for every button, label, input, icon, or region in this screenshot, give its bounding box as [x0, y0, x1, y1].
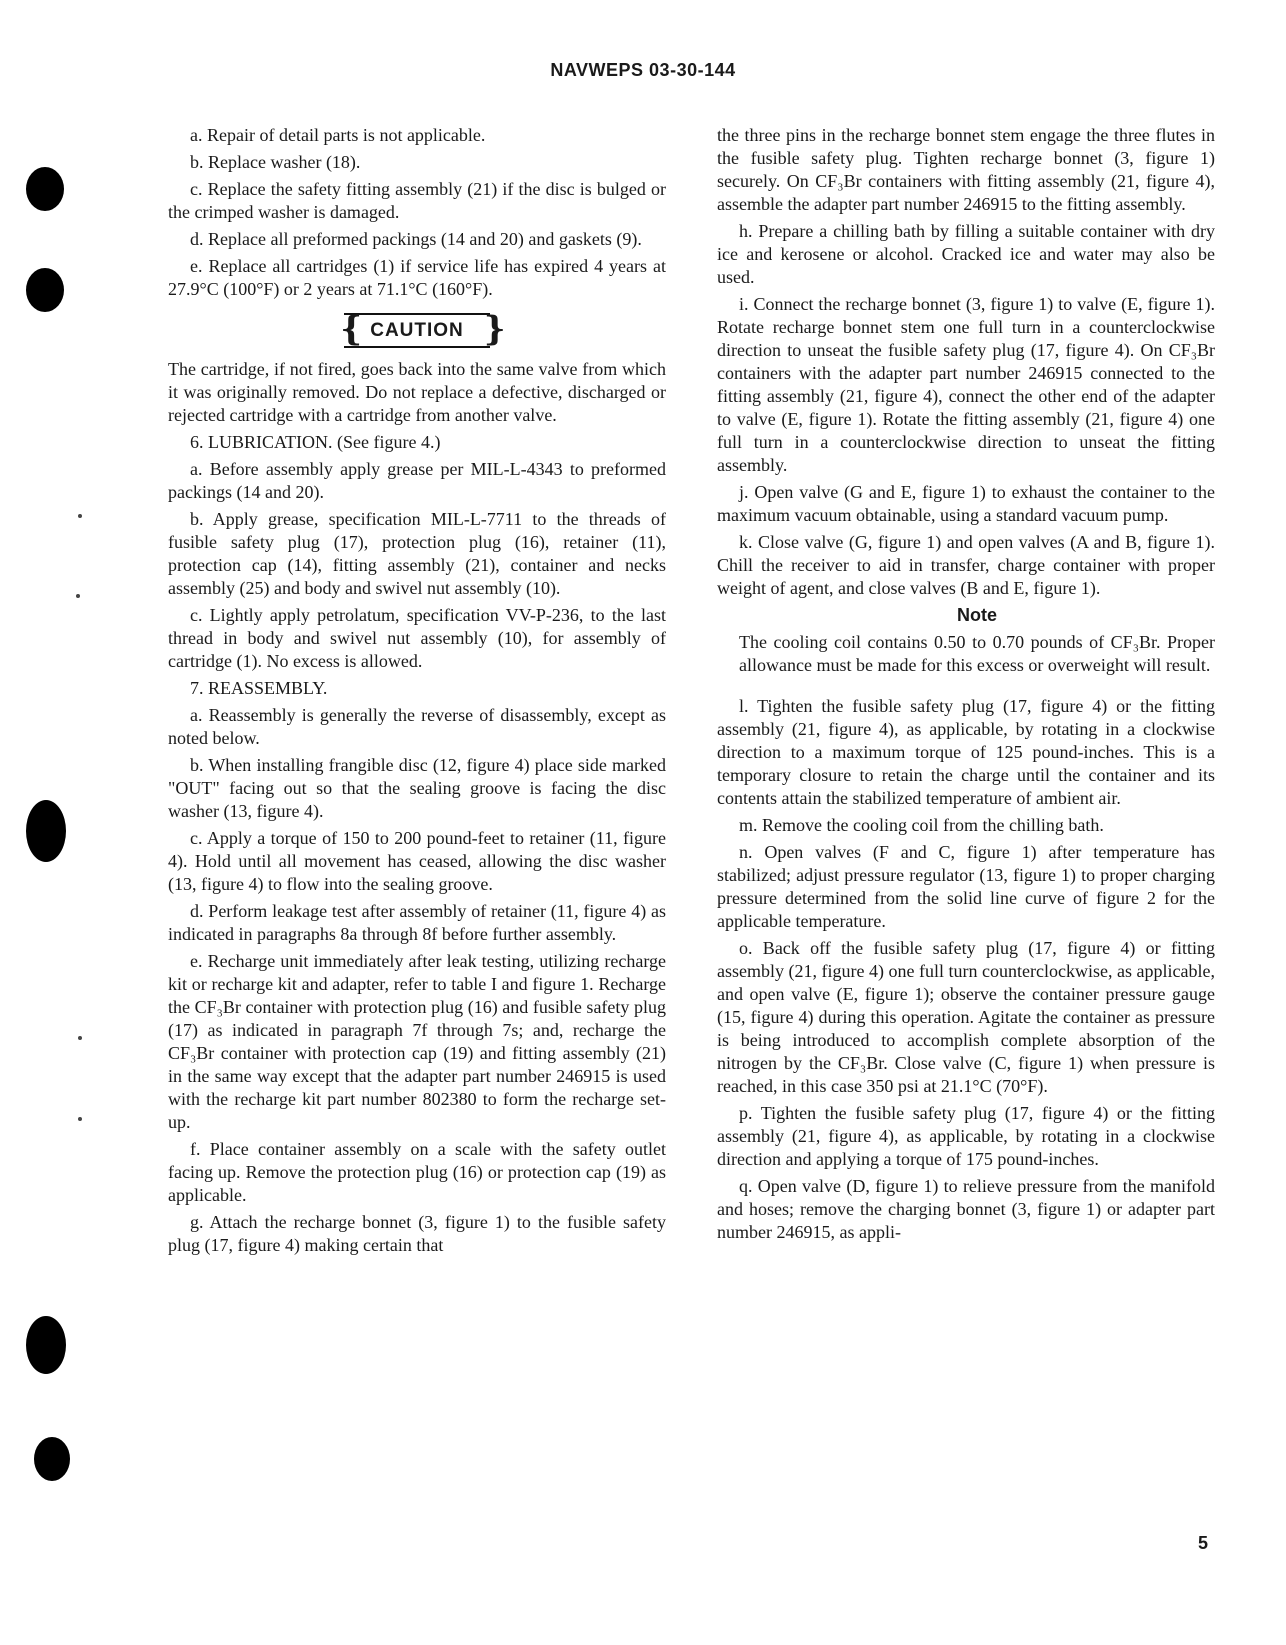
bracket-right-icon: } [483, 309, 507, 349]
paragraph: m. Remove the cooling coil from the chilling bath. [739, 815, 1104, 835]
paragraph: c. Replace the safety fitting assembly (21) if the disc is bulged or the crimped washer is damaged. [168, 179, 666, 222]
binder-hole [26, 800, 66, 862]
caution-text: The cartridge, if not fired, goes back into the same valve from which it was originally removed. Do not replace a defective, discharged or rejected cartridge with a cartridge from another valve. [168, 359, 666, 425]
paragraph: j. Open valve (G and E, figure 1) to exhaust the container to the maximum vacuum obtainable, using a standard vacuum pump. [717, 482, 1215, 525]
paragraph: b. When installing frangible disc (12, figure 4) place side marked "OUT" facing out so that the sealing groove is facing the disc washer (13, figure 4). [168, 755, 666, 821]
paragraph: b. Replace washer (18). [190, 152, 361, 172]
section-heading-reassembly: 7. REASSEMBLY. [190, 678, 328, 698]
paragraph: q. Open valve (D, figure 1) to relieve pressure from the manifold and hoses; remove the charging bonnet (3, figure 1) or adapter part number 246915, as appli- [717, 1176, 1215, 1242]
paragraph: n. Open valves (F and C, figure 1) after temperature has stabilized; adjust pressure regulator (13, figure 1) to proper charging pressure determined from the solid line curve of figure 2 for the applicable temperature. [717, 842, 1215, 931]
binder-hole [26, 268, 64, 312]
paragraph: c. Lightly apply petrolatum, specification VV-P-236, to the last thread in body and swivel nut assembly (10), for assembly of cartridge (1). No excess is allowed. [168, 605, 666, 671]
paragraph: e. Replace all cartridges (1) if service life has expired 4 years at 27.9°C (100°F) or 2 years at 71.1°C (160°F). [168, 256, 666, 299]
caution-label: CAUTION [370, 320, 464, 341]
bracket-left-icon: { [340, 309, 364, 349]
binder-hole [26, 167, 64, 211]
section-heading-lubrication: 6. LUBRICATION. (See figure 4.) [190, 432, 441, 452]
binder-hole [34, 1437, 70, 1481]
paragraph: e. Recharge unit immediately after leak testing, utilizing recharge kit or recharge kit and adapter, refer to table I and figure 1. Recharge the CF₃Br container with protection plug (16) and fusible safety plug (17) as indicated in paragraph 7f through 7s; and, recharge the CF₃Br container with protection cap (19) and fitting assembly (21) in the same way except that the adapter part number 246915 is used with the recharge kit part number 802380 to form the recharge set-up. [168, 951, 666, 1132]
page-header: NAVWEPS 03-30-144 [550, 60, 736, 80]
right-column [717, 124, 1215, 1248]
paragraph: p. Tighten the fusible safety plug (17, figure 4) or the fitting assembly (21, figure 4), as applicable, by rotating in a clockwise direction and applying a torque of 175 pound-inches. [717, 1103, 1215, 1169]
scan-speck [78, 1117, 82, 1121]
paragraph: k. Close valve (G, figure 1) and open valves (A and B, figure 1). Chill the receiver to aid in transfer, charge container with proper weight of agent, and close valves (B and E, figure 1). [717, 532, 1215, 598]
page-number: 5 [1198, 1533, 1209, 1553]
paragraph: d. Replace all preformed packings (14 and 20) and gaskets (9). [190, 229, 642, 249]
paragraph: a. Before assembly apply grease per MIL-L-4343 to preformed packings (14 and 20). [168, 459, 666, 502]
scan-speck [76, 594, 80, 598]
binder-hole [26, 1316, 66, 1374]
paragraph: l. Tighten the fusible safety plug (17, figure 4) or the fitting assembly (21, figure 4), as applicable, by rotating in a clockwise direction to a maximum torque of 125 pound-inches. This is a temporary closure to retain the charge until the container and its contents attain the stabilized temperature of ambient air. [717, 696, 1215, 808]
caution-label-box [340, 309, 507, 349]
left-column [168, 124, 666, 1261]
paragraph: o. Back off the fusible safety plug (17, figure 4) or fitting assembly (21, figure 4) one full turn counterclockwise, as applicable, and open valve (E, figure 1); observe the container pressure gauge (15, figure 4) during this operation. Agitate the container as pressure is being introduced to accomplish complete absorption of the nitrogen by the CF₃Br. Close valve (C, figure 1) when pressure is reached, in this case 350 psi at 21.1°C (70°F). [717, 938, 1215, 1096]
note-label: Note [957, 605, 997, 625]
paragraph: d. Perform leakage test after assembly of retainer (11, figure 4) as indicated in paragraphs 8a through 8f before further assembly. [168, 901, 666, 944]
paragraph: b. Apply grease, specification MIL-L-7711 to the threads of fusible safety plug (17), protection plug (16), retainer (11), protection cap (14), fitting assembly (21), container and necks assembly (25) and body and swivel nut assembly (10). [168, 509, 666, 598]
paragraph: a. Repair of detail parts is not applicable. [190, 125, 486, 145]
paragraph-continued: the three pins in the recharge bonnet stem engage the three flutes in the fusible safety plug. Tighten recharge bonnet (3, figure 1) securely. On CF₃Br containers with fitting assembly (21, figure 4), assemble the adapter part number 246915 to the fitting assembly. [717, 125, 1215, 214]
scan-speck [78, 514, 82, 518]
note-text: The cooling coil contains 0.50 to 0.70 pounds of CF₃Br. Proper allowance must be made for this excess or overweight will result. [739, 632, 1215, 675]
paragraph: g. Attach the recharge bonnet (3, figure 1) to the fusible safety plug (17, figure 4) making certain that [168, 1212, 666, 1255]
paragraph: i. Connect the recharge bonnet (3, figure 1) to valve (E, figure 1). Rotate recharge bonnet stem one full turn in a counterclockwise direction to unseat the fusible safety plug (17, figure 4). On CF₃Br containers with the adapter part number 246915 connected to the fitting assembly (21, figure 4), connect the other end of the adapter to valve (E, figure 1). Rotate the fitting assembly (21, figure 4) one full turn in a counterclockwise direction to unseat the fitting assembly. [717, 294, 1215, 475]
scan-speck [78, 1036, 82, 1040]
paragraph: h. Prepare a chilling bath by filling a suitable container with dry ice and kerosene or alcohol. Cracked ice and water may also be used. [717, 221, 1215, 287]
paragraph: f. Place container assembly on a scale with the safety outlet facing up. Remove the protection plug (16) or protection cap (19) as applicable. [168, 1139, 666, 1205]
paragraph: a. Reassembly is generally the reverse of disassembly, except as noted below. [168, 705, 666, 748]
caution-callout [168, 309, 666, 349]
paragraph: c. Apply a torque of 150 to 200 pound-feet to retainer (11, figure 4). Hold until all movement has ceased, allowing the disc washer (13, figure 4) to flow into the sealing groove. [168, 828, 666, 894]
